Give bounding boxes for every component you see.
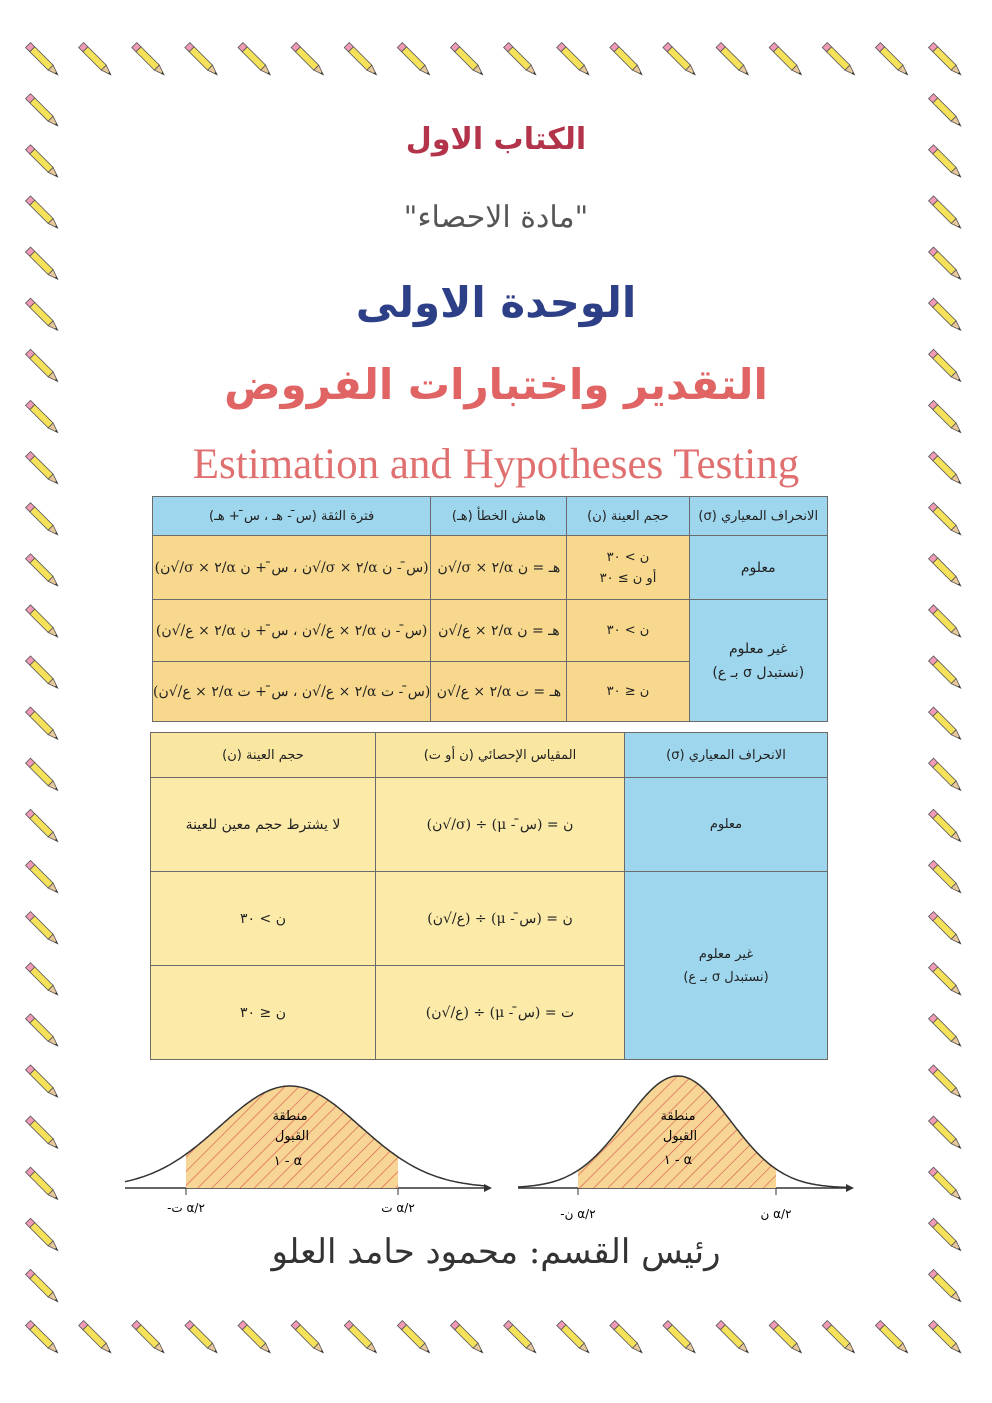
pencil-icon <box>26 554 61 589</box>
table-row <box>153 536 828 600</box>
english-title: Estimation and Hypotheses Testing <box>192 441 800 488</box>
statistic-formula: ت = (س̄ - μ) ÷ (ع/√ن) <box>425 1004 575 1021</box>
header-std-dev: الانحراف المعياري (σ) <box>625 733 828 778</box>
statistic-cell <box>376 872 625 966</box>
pencil-icon <box>344 43 379 78</box>
header-sample-size: حجم العينة (ن) <box>567 497 689 536</box>
interval-formula: (س̄ - ت α/٢ × ع/√ن ، س̄ + ت α/٢ × ع/√ن) <box>153 683 431 700</box>
unknown-label: غير معلوم <box>698 946 754 962</box>
book-title: الكتاب الاول <box>405 122 587 157</box>
pencil-icon <box>238 43 273 78</box>
interval-formula: (س̄ - ن α/٢ × ع/√ن ، س̄ + ن α/٢ × ع/√ن) <box>155 622 428 639</box>
known-cell: معلوم <box>689 536 828 600</box>
pencil-icon <box>557 43 592 78</box>
z-distribution-curve <box>518 1076 854 1221</box>
department-head-signature: رئيس القسم: محمود حامد العلو <box>271 1232 721 1272</box>
pencil-icon <box>450 1321 485 1356</box>
acceptance-region-label: القبول <box>274 1129 310 1144</box>
table-row <box>153 600 828 662</box>
pencil-icon <box>716 1321 751 1356</box>
margin-cell <box>431 536 567 600</box>
pencil-icon <box>26 656 61 691</box>
pencil-icon <box>185 43 220 78</box>
unknown-label: غير معلوم <box>728 640 788 657</box>
pencil-icon <box>929 912 964 947</box>
sample-cell: ن > ٣٠ <box>567 600 689 662</box>
statistic-cell <box>376 778 625 872</box>
unknown-note: (نستبدل σ بـ ع) <box>712 664 805 681</box>
critical-value-left: -ن α/٢ <box>560 1207 596 1221</box>
statistic-cell <box>376 966 625 1060</box>
critical-value-right: ن α/٢ <box>760 1207 792 1221</box>
pencil-icon <box>26 860 61 895</box>
header-sample-size: حجم العينة (ن) <box>151 733 376 778</box>
pencil-icon <box>875 1321 910 1356</box>
header-margin: هامش الخطأ (هـ) <box>431 497 567 536</box>
pencil-icon <box>557 1321 592 1356</box>
interval-cell <box>153 536 431 600</box>
testing-table <box>150 732 828 1060</box>
unknown-cell <box>625 872 828 1060</box>
sample-cell: ن > ٣٠ <box>151 872 376 966</box>
pencil-icon <box>929 860 964 895</box>
pencil-icon <box>929 503 964 538</box>
pencil-icon <box>26 963 61 998</box>
sample-condition-alt: أو ن ≥ ٣٠ <box>599 570 657 586</box>
pencil-icon <box>26 605 61 640</box>
pencil-icon <box>929 1269 964 1304</box>
header-std-dev: الانحراف المعياري (σ) <box>689 497 828 536</box>
pencil-icon <box>929 43 964 78</box>
header-statistic: المقياس الإحصائي (ن أو ت) <box>376 733 625 778</box>
pencil-icon <box>291 43 326 78</box>
margin-cell <box>431 600 567 662</box>
pencil-icon <box>291 1321 326 1356</box>
pencil-icon <box>397 43 432 78</box>
pencil-icon <box>26 1321 61 1356</box>
margin-formula: هـ = ن α/٢ × σ/√ن <box>437 559 561 576</box>
sample-cell: لا يشترط حجم معين للعينة <box>151 778 376 872</box>
pencil-icon <box>397 1321 432 1356</box>
pencil-icon <box>929 554 964 589</box>
pencil-icon <box>26 43 61 78</box>
pencil-icon <box>929 809 964 844</box>
acceptance-region-label: منطقة <box>660 1109 696 1124</box>
acceptance-region-value: ١ - α <box>273 1154 303 1169</box>
pencil-icon <box>79 43 114 78</box>
pencil-icon <box>929 758 964 793</box>
pencil-icon <box>610 43 645 78</box>
margin-cell <box>431 662 567 722</box>
interval-cell <box>153 600 431 662</box>
acceptance-region-label: منطقة <box>272 1109 308 1124</box>
pencil-icon <box>26 1014 61 1049</box>
pencil-icon <box>716 43 751 78</box>
acceptance-region-label: القبول <box>662 1129 698 1144</box>
pencil-icon <box>610 1321 645 1356</box>
pencil-icon <box>822 43 857 78</box>
known-cell: معلوم <box>625 778 828 872</box>
pencil-icon <box>132 1321 167 1356</box>
critical-value-left: -ت α/٢ <box>167 1201 205 1215</box>
pencil-icon <box>929 1321 964 1356</box>
pencil-icon <box>929 963 964 998</box>
pencil-icon <box>79 1321 114 1356</box>
pencil-icon <box>26 912 61 947</box>
pencil-icon <box>185 1321 220 1356</box>
pencil-icon <box>822 1321 857 1356</box>
table-header-row <box>151 733 828 778</box>
statistic-formula: ن = (س̄ - μ) ÷ (σ/√ن) <box>426 816 574 833</box>
pencil-icon <box>929 605 964 640</box>
pencil-icon <box>504 1321 539 1356</box>
pencil-icon <box>504 43 539 78</box>
pencil-icon <box>26 1269 61 1304</box>
pencil-icon <box>663 43 698 78</box>
unknown-note: (نستبدل σ بـ ع) <box>683 969 769 985</box>
pencil-icon <box>344 1321 379 1356</box>
pencil-icon <box>929 656 964 691</box>
critical-value-right: ت α/٢ <box>381 1201 415 1215</box>
pencil-icon <box>929 707 964 742</box>
sample-condition: ن > ٣٠ <box>606 549 650 565</box>
pencil-icon <box>450 43 485 78</box>
pencil-icon <box>769 1321 804 1356</box>
pencil-icon <box>929 1014 964 1049</box>
acceptance-region-value: ١ - α <box>663 1153 693 1168</box>
statistic-formula: ن = (س̄ - μ) ÷ (ع/√ن) <box>427 910 573 927</box>
interval-formula: (س̄ - ن α/٢ × σ/√ن ، س̄ + ن α/٢ × σ/√ن) <box>154 559 429 576</box>
table-row <box>151 778 828 872</box>
table-row <box>151 872 828 966</box>
pencil-icon <box>26 809 61 844</box>
pencil-icon <box>26 707 61 742</box>
t-distribution-curve <box>125 1086 492 1215</box>
pencil-icon <box>132 43 167 78</box>
unknown-cell <box>689 600 828 722</box>
pencil-icon <box>26 247 61 282</box>
pencil-icon <box>26 758 61 793</box>
topic-title: التقدير واختبارات الفروض <box>224 360 768 409</box>
estimation-table <box>152 496 828 722</box>
sample-cell: ن ≤ ٣٠ <box>567 662 689 722</box>
margin-formula: هـ = ن α/٢ × ع/√ن <box>438 622 560 639</box>
pencil-icon <box>929 247 964 282</box>
sample-cell: ن ≤ ٣٠ <box>151 966 376 1060</box>
pencil-icon <box>875 43 910 78</box>
pencil-icon <box>769 43 804 78</box>
pencil-icon <box>26 503 61 538</box>
pencil-icon <box>238 1321 273 1356</box>
table-header-row <box>153 497 828 536</box>
distribution-curves <box>0 1060 992 1250</box>
subject-title: "مادة الاحصاء" <box>403 200 589 235</box>
header-interval: فترة الثقة (س̄ - هـ ، س̄ + هـ) <box>153 497 431 536</box>
sample-cell <box>567 536 689 600</box>
margin-formula: هـ = ت α/٢ × ع/√ن <box>436 683 562 700</box>
unit-title: الوحدة الاولى <box>355 278 637 327</box>
interval-cell <box>153 662 431 722</box>
pencil-icon <box>663 1321 698 1356</box>
